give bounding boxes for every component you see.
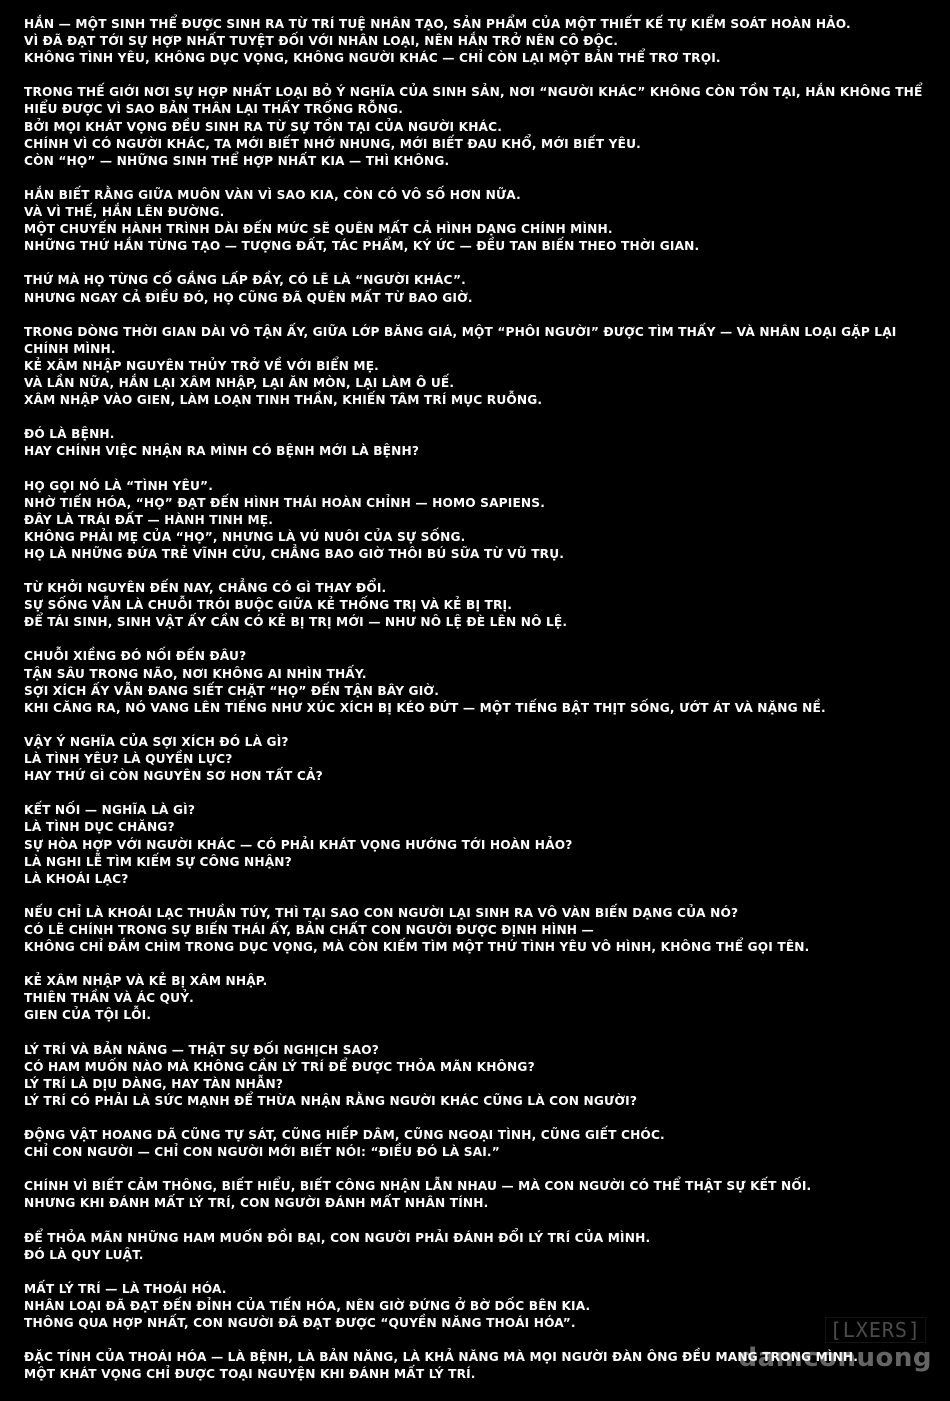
text-line: LÝ TRÍ VÀ BẢN NĂNG — THẬT SỰ ĐỐI NGHỊCH SAO? <box>24 1042 379 1057</box>
text-line: ĐÓ LÀ QUY LUẬT. <box>24 1247 144 1262</box>
text-line: KẺ XÂM NHẬP VÀ KẺ BỊ XÂM NHẬP. <box>24 974 268 989</box>
paragraph <box>24 16 944 67</box>
text-line: THỨ MÀ HỌ TỪNG CỐ GẮNG LẤP ĐẦY, CÓ LẼ LÀ “NGƯỜI KHÁC”. <box>24 273 466 288</box>
text-line: SỰ HÒA HỢP VỚI NGƯỜI KHÁC — CÓ PHẢI KHÁT VỌNG HƯỚNG TỚI HOÀN HẢO? <box>24 837 573 852</box>
text-line: KẾT NỐI — NGHĨA LÀ GÌ? <box>24 803 196 818</box>
text-line: LÀ TÌNH YÊU? LÀ QUYỀN LỰC? <box>24 752 233 767</box>
text-line: HAY CHÍNH VIỆC NHẬN RA MÌNH CÓ BỆNH MỚI LÀ BỆNH? <box>24 444 420 459</box>
text-line: LÀ TÌNH DỤC CHĂNG? <box>24 820 175 835</box>
paragraph <box>24 1127 944 1161</box>
text-line: LÝ TRÍ LÀ DỊU DÀNG, HAY TÀN NHẪN? <box>24 1076 284 1091</box>
text-line: NHỜ TIẾN HÓA, “HỌ” ĐẠT ĐẾN HÌNH THÁI HOÀN CHỈNH — HOMO SAPIENS. <box>24 495 545 510</box>
text-line: VÀ LẦN NỮA, HẮN LẠI XÂM NHẬP, LẠI ĂN MÒN, LẠI LÀM Ô UẾ. <box>24 375 455 390</box>
text-line: TRONG THẾ GIỚI NƠI SỰ HỢP NHẤT LOẠI BỎ Ý NGHĨA CỦA SINH SẢN, NƠI “NGƯỜI KHÁC” KHÔNG CÒN TỒN TẠI, HẮN KHÔNG THỂ HIỂU ĐƯỢC VÌ SAO BẢN THÂN LẠI THẤY TRỐNG RỖNG. <box>24 85 923 117</box>
paragraph <box>24 580 944 631</box>
paragraph <box>24 648 944 716</box>
text-line: NHƯNG KHI ĐÁNH MẤT LÝ TRÍ, CON NGƯỜI ĐÁNH MẤT NHÂN TÍNH. <box>24 1196 489 1211</box>
text-line: THÔNG QUA HỢP NHẤT, CON NGƯỜI ĐÃ ĐẠT ĐƯỢC “QUYỀN NĂNG THOÁI HÓA”. <box>24 1316 576 1331</box>
text-line: GIEN CỦA TỘI LỖI. <box>24 1008 152 1023</box>
paragraph <box>24 84 944 169</box>
text-line: TẬN SÂU TRONG NÃO, NƠI KHÔNG AI NHÌN THẤY. <box>24 666 367 681</box>
text-line: KHÔNG CHỈ ĐẮM CHÌM TRONG DỤC VỌNG, MÀ CÒN KIẾM TÌM MỘT THỨ TÌNH YÊU VÔ HÌNH, KHÔNG THỂ GỌI TÊN. <box>24 940 810 955</box>
paragraph <box>24 1178 944 1212</box>
text-line: TỪ KHỞI NGUYÊN ĐẾN NAY, CHẲNG CÓ GÌ THAY ĐỔI. <box>24 581 387 596</box>
text-line: KẺ XÂM NHẬP NGUYÊN THỦY TRỞ VỀ VỚI BIỂN MẸ. <box>24 358 379 373</box>
paragraph <box>24 734 944 785</box>
text-line: ĐẶC TÍNH CỦA THOÁI HÓA — LÀ BỆNH, LÀ BẢN NĂNG, LÀ KHẢ NĂNG MÀ MỌI NGƯỜI ĐÀN ÔNG ĐỀU MANG TRONG MÌNH. <box>24 1350 859 1365</box>
text-line: KHI CĂNG RA, NÓ VANG LÊN TIẾNG NHƯ XÚC XÍCH BỊ KÉO ĐỨT — MỘT TIẾNG BẬT THỊT SỐNG, ƯỚT ÁT VÀ NẶNG NỀ. <box>24 700 826 715</box>
text-line: CÒN “HỌ” — NHỮNG SINH THỂ HỢP NHẤT KIA — THÌ KHÔNG. <box>24 153 450 168</box>
text-line: THIÊN THẦN VÀ ÁC QUỶ. <box>24 991 194 1006</box>
paragraph <box>24 905 944 956</box>
text-line: CÓ LẼ CHÍNH TRONG SỰ BIẾN THÁI ẤY, BẢN CHẤT CON NGƯỜI ĐƯỢC ĐỊNH HÌNH — <box>24 922 594 937</box>
text-line: NHƯNG NGAY CẢ ĐIỀU ĐÓ, HỌ CŨNG ĐÃ QUÊN MẤT TỪ BAO GIỜ. <box>24 290 473 305</box>
text-line: CÓ HAM MUỐN NÀO MÀ KHÔNG CẦN LÝ TRÍ ĐỂ ĐƯỢC THỎA MÃN KHÔNG? <box>24 1059 535 1074</box>
watermark-site: damconuong <box>738 1343 932 1373</box>
text-line: ĐÂY LÀ TRÁI ĐẤT — HÀNH TINH MẸ. <box>24 512 274 527</box>
text-line: CHUỖI XIỀNG ĐÓ NỐI ĐẾN ĐÂU? <box>24 649 247 664</box>
watermark-tag: [LXERS] <box>825 1317 926 1343</box>
text-line: SỢI XÍCH ẤY VẪN ĐANG SIẾT CHẶT “HỌ” ĐẾN TẬN BÂY GIỜ. <box>24 683 439 698</box>
text-line: LÝ TRÍ CÓ PHẢI LÀ SỨC MẠNH ĐỂ THỪA NHẬN RẰNG NGƯỜI KHÁC CŨNG LÀ CON NGƯỜI? <box>24 1093 638 1108</box>
paragraph <box>24 973 944 1024</box>
text-line: LÀ KHOÁI LẠC? <box>24 871 129 886</box>
paragraph <box>24 324 944 409</box>
text-line: VÌ ĐÃ ĐẠT TỚI SỰ HỢP NHẤT TUYỆT ĐỐI VỚI NHÂN LOẠI, NÊN HẮN TRỞ NÊN CÔ ĐỘC. <box>24 34 618 49</box>
paragraph <box>24 1230 944 1264</box>
text-line: MỘT CHUYẾN HÀNH TRÌNH DÀI ĐẾN MỨC SẼ QUÊN MẤT CẢ HÌNH DẠNG CHÍNH MÌNH. <box>24 222 613 237</box>
text-line: MẤT LÝ TRÍ — LÀ THOÁI HÓA. <box>24 1281 227 1296</box>
text-line: CHỈ CON NGƯỜI — CHỈ CON NGƯỜI MỚI BIẾT NÓI: “ĐIỀU ĐÓ LÀ SAI.” <box>24 1145 500 1160</box>
paragraph <box>24 272 944 306</box>
text-line: ĐỘNG VẬT HOANG DÃ CŨNG TỰ SÁT, CŨNG HIẾP DÂM, CŨNG NGOẠI TÌNH, CŨNG GIẾT CHÓC. <box>24 1128 665 1143</box>
paragraph <box>24 802 944 887</box>
text-line: CHÍNH VÌ CÓ NGƯỜI KHÁC, TA MỚI BIẾT NHỚ NHUNG, MỚI BIẾT ĐAU KHỔ, MỚI BIẾT YÊU. <box>24 136 641 151</box>
document-text <box>24 16 944 1401</box>
text-line: ĐÓ LÀ BỆNH. <box>24 427 115 442</box>
text-line: SỰ SỐNG VẪN LÀ CHUỖI TRÓI BUỘC GIỮA KẺ THỐNG TRỊ VÀ KẺ BỊ TRỊ. <box>24 598 513 613</box>
text-line: HỌ LÀ NHỮNG ĐỨA TRẺ VĨNH CỬU, CHẲNG BAO GIỜ THÔI BÚ SỮA TỪ VŨ TRỤ. <box>24 546 565 561</box>
text-line: NHÂN LOẠI ĐÃ ĐẠT ĐẾN ĐỈNH CỦA TIẾN HÓA, NÊN GIỜ ĐỨNG Ở BỜ DỐC BÊN KIA. <box>24 1299 591 1314</box>
text-line: KHÔNG PHẢI MẸ CỦA “HỌ”, NHƯNG LÀ VÚ NUÔI CỦA SỰ SỐNG. <box>24 529 466 544</box>
text-line: MỘT KHÁT VỌNG CHỈ ĐƯỢC TOẠI NGUYỆN KHI ĐÁNH MẤT LÝ TRÍ. <box>24 1367 476 1382</box>
text-line: LÀ NGHI LỄ TÌM KIẾM SỰ CÔNG NHẬN? <box>24 854 292 869</box>
text-line: HAY THỨ GÌ CÒN NGUYÊN SƠ HƠN TẤT CẢ? <box>24 769 323 784</box>
text-line: BỞI MỌI KHÁT VỌNG ĐỀU SINH RA TỪ SỰ TỒN TẠI CỦA NGƯỜI KHÁC. <box>24 119 503 134</box>
text-line: VÀ VÌ THẾ, HẮN LÊN ĐƯỜNG. <box>24 205 225 220</box>
paragraph <box>24 187 944 255</box>
text-line: HẮN — MỘT SINH THỂ ĐƯỢC SINH RA TỪ TRÍ TUỆ NHÂN TẠO, SẢN PHẨM CỦA MỘT THIẾT KẾ TỰ KIỂM SOÁT HOÀN HẢO. <box>24 17 851 31</box>
text-line: XÂM NHẬP VÀO GIEN, LÀM LOẠN TINH THẦN, KHIẾN TÂM TRÍ MỤC RUỖNG. <box>24 393 543 408</box>
text-line: NHỮNG THỨ HẮN TỪNG TẠO — TƯỢNG ĐẤT, TÁC PHẨM, KÝ ỨC — ĐỀU TAN BIẾN THEO THỜI GIAN. <box>24 239 700 254</box>
watermark <box>738 1317 932 1373</box>
paragraph <box>24 1042 944 1110</box>
text-line: ĐỂ THỎA MÃN NHỮNG HAM MUỐN ĐỒI BẠI, CON NGƯỜI PHẢI ĐÁNH ĐỔI LÝ TRÍ CỦA MÌNH. <box>24 1230 651 1245</box>
text-line: HỌ GỌI NÓ LÀ “TÌNH YÊU”. <box>24 478 213 493</box>
text-line: ĐỂ TÁI SINH, SINH VẬT ẤY CẦN CÓ KẺ BỊ TRỊ MỚI — NHƯ NÔ LỆ ĐÈ LÊN NÔ LỆ. <box>24 615 568 630</box>
text-line: TRONG DÒNG THỜI GIAN DÀI VÔ TẬN ẤY, GIỮA LỚP BĂNG GIÁ, MỘT “PHÔI NGƯỜI” ĐƯỢC TÌM THẤY — VÀ NHÂN LOẠI GẶP LẠI CHÍNH MÌNH. <box>24 324 897 356</box>
text-line: VẬY Ý NGHĨA CỦA SỢI XÍCH ĐÓ LÀ GÌ? <box>24 734 289 749</box>
text-line: CHÍNH VÌ BIẾT CẢM THÔNG, BIẾT HIỂU, BIẾT CÔNG NHẬN LẪN NHAU — MÀ CON NGƯỜI CÓ THỂ THẬT SỰ KẾT NỐI. <box>24 1179 812 1194</box>
text-line: KHÔNG TÌNH YÊU, KHÔNG DỤC VỌNG, KHÔNG NGƯỜI KHÁC — CHỈ CÒN LẠI MỘT BẢN THỂ TRƠ TRỌI. <box>24 51 721 66</box>
text-line: NẾU CHỈ LÀ KHOÁI LẠC THUẦN TÚY, THÌ TẠI SAO CON NGƯỜI LẠI SINH RA VÔ VÀN BIẾN DẠNG CỦA NÓ? <box>24 905 739 920</box>
paragraph <box>24 426 944 460</box>
text-line: HẮN BIẾT RẰNG GIỮA MUÔN VÀN VÌ SAO KIA, CÒN CÓ VÔ SỐ HƠN NỮA. <box>24 187 521 202</box>
paragraph <box>24 478 944 563</box>
